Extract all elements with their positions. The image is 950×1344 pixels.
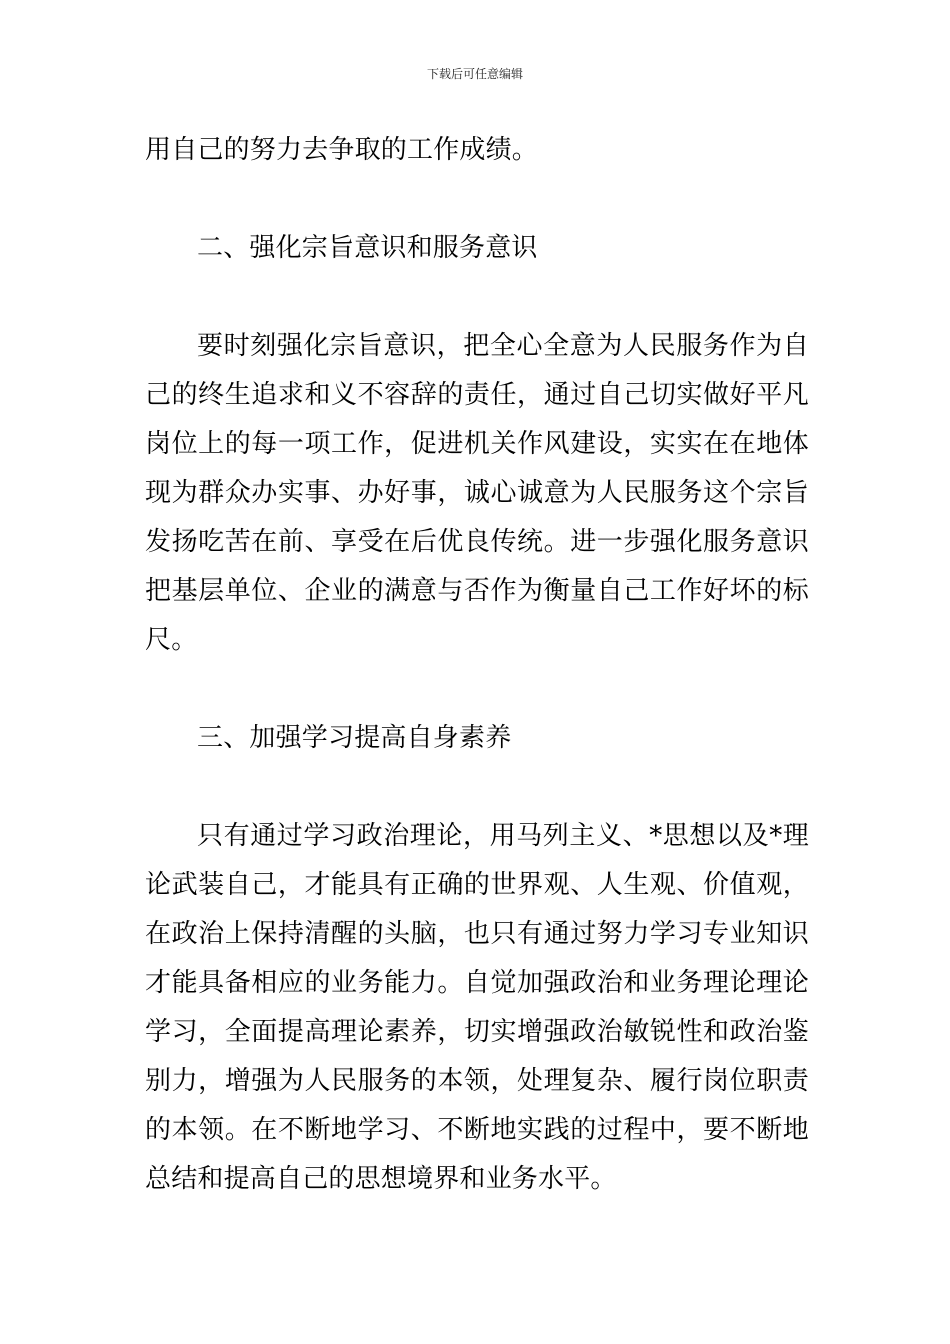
document-body [145, 126, 809, 1204]
paragraph-gap [145, 763, 809, 812]
paragraph-gap [145, 665, 809, 714]
paragraph-gap [145, 175, 809, 224]
paragraph-continuation: 用自己的努力去争取的工作成绩。 [145, 135, 539, 165]
paragraph-gap [145, 273, 809, 322]
header-note: 下载后可任意编辑 [426, 67, 523, 81]
paragraph-section-2: 要时刻强化宗旨意识，把全心全意为人民服务作为自己的终生追求和义不容辞的责任，通过自己切实做好平凡岗位上的每一项工作，促进机关作风建设，实实在在地体现为群众办实事、办好事，诚心诚意为人民服务这个宗旨发扬吃苦在前、享受在后优良传统。进一步强化服务意识把基层单位、企业的满意与否作为衡量自己工作好坏的标尺。 [145, 331, 809, 655]
paragraph-section-3: 只有通过学习政治理论，用马列主义、*思想以及*理论武装自己，才能具有正确的世界观、人生观、价值观，在政治上保持清醒的头脑，也只有通过努力学习专业知识才能具备相应的业务能力。自觉加强政治和业务理论理论学习，全面提高理论素养，切实增强政治敏锐性和政治鉴别力，增强为人民服务的本领，处理复杂、履行岗位职责的本领。在不断地学习、不断地实践的过程中，要不断地总结和提高自己的思想境界和业务水平。 [145, 821, 809, 1194]
section-heading-3: 三、加强学习提高自身素养 [197, 723, 512, 753]
section-heading-2: 二、强化宗旨意识和服务意识 [197, 233, 538, 263]
